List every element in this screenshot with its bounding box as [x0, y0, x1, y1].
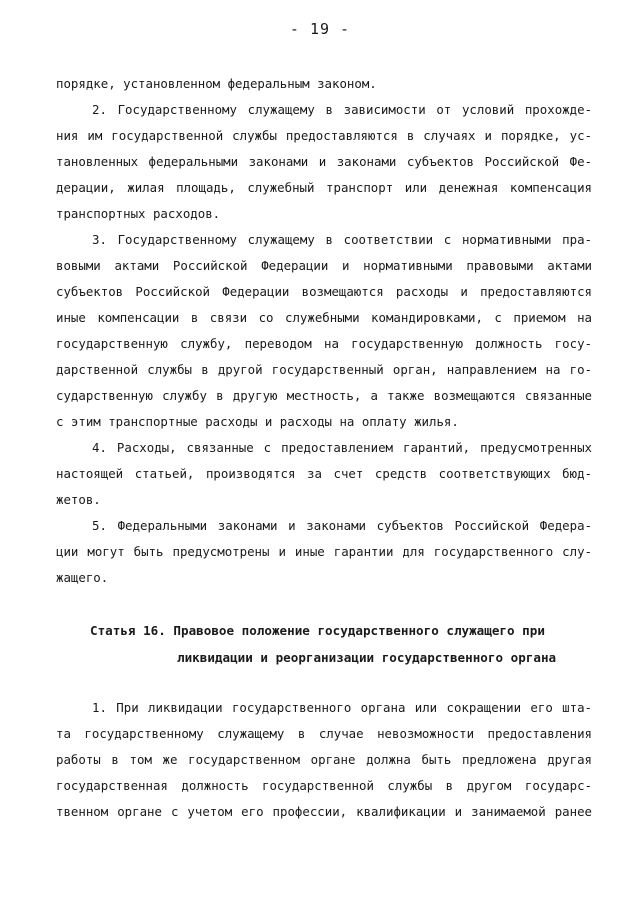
article-heading — [56, 617, 592, 671]
text-line: 4. Расходы, связанные с предоставлением гарантий, предусмотренных — [92, 440, 592, 455]
text-line: та государственному служащему в случае невозможности предоставления — [56, 726, 592, 741]
text-line: субъектов Российской Федерации возмещаются расходы и предоставляются — [56, 284, 592, 299]
text-line: дерации, жилая площадь, служебный транспорт или денежная компенсация — [56, 180, 592, 195]
text-line: 5. Федеральными законами и законами субъектов Российской Федера- — [92, 518, 592, 533]
text-line: тановленных федеральными законами и законами субъектов Российской Фе- — [56, 154, 592, 169]
document-body — [56, 71, 592, 825]
text-line: ции могут быть предусмотрены и иные гарантии для государственного слу- — [56, 544, 592, 559]
text-line: настоящей статьей, производятся за счет средств соответствующих бюд- — [56, 466, 592, 481]
article-heading-line: ликвидации и реорганизации государственного органа — [177, 650, 557, 665]
paragraph — [56, 695, 592, 825]
paragraph — [56, 97, 592, 227]
text-line: ния им государственной службы предоставляются в случаях и порядке, ус- — [56, 128, 592, 143]
text-line: сударственную службу в другую местность, а также возмещаются связанные — [56, 388, 592, 403]
text-line: вовыми актами Российской Федерации и нормативными правовыми актами — [56, 258, 592, 273]
text-line: с этим транспортные расходы и расходы на оплату жилья. — [56, 414, 459, 429]
text-line: 1. При ликвидации государственного органа или сокращении его шта- — [92, 700, 592, 715]
text-line: дарственной службы в другой государственный орган, направлением на го- — [56, 362, 592, 377]
text-line: жетов. — [56, 492, 101, 507]
paragraph — [56, 71, 592, 97]
text-line: твенном органе с учетом его профессии, квалификации и занимаемой ранее — [56, 804, 592, 819]
text-line: 3. Государственному служащему в соответствии с нормативными пра- — [92, 232, 592, 247]
text-line: жащего. — [56, 570, 109, 585]
paragraph — [56, 227, 592, 435]
text-line: транспортных расходов. — [56, 206, 221, 221]
text-line: иные компенсации в связи со служебными командировками, с приемом на — [56, 310, 592, 325]
text-line: государственная должность государственной службы в другом государс- — [56, 778, 592, 793]
text-line: государственную службу, переводом на государственную должность госу- — [56, 336, 592, 351]
article-heading-line: Статья 16. Правовое положение государственного служащего при — [90, 623, 545, 638]
paragraph — [56, 435, 592, 513]
text-line: порядке, установленном федеральным законом. — [56, 76, 377, 91]
text-line: 2. Государственному служащему в зависимости от условий прохожде- — [92, 102, 592, 117]
page-number: - 19 - — [289, 20, 351, 38]
text-line: работы в том же государственном органе должна быть предложена другая — [56, 752, 592, 767]
paragraph — [56, 513, 592, 591]
